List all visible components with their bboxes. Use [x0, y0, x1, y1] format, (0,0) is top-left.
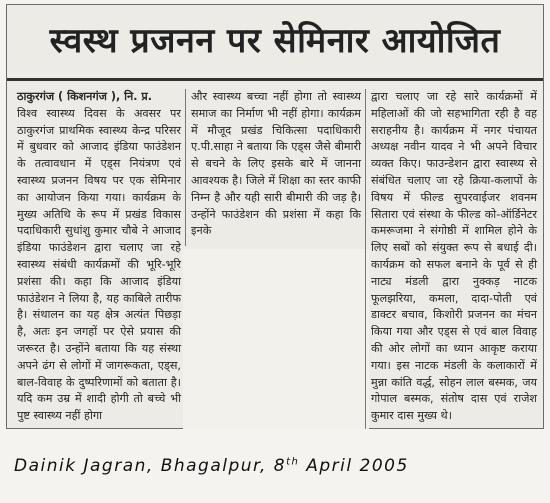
source-annotation [14, 456, 409, 476]
column-2-text: और स्वास्थ्य बच्चा नहीं होगा तो स्वास्थ्य समाज का निर्माण भी नहीं होगा। कार्यक्रम में मौजूद प्रखंड चिकित्सा पदाधिकारी ए.पी.साहा ने बताया कि एड्स जैसे बीमारी से बचने के लिए इसके बारे में जानना आवश्यक है। जिले में शिक्षा का स्तर काफी निम्न है और यही सारी बीमारी की जड़ है। उन्होंने फाउंडेशन की प्रशंसा में कहा कि इनके [191, 90, 361, 238]
article-column-1 [17, 89, 181, 425]
headline: स्वस्थ प्रजनन पर सेमिनार आयोजित [49, 21, 501, 61]
column-1-text: विश्व स्वास्थ्य दिवस के अवसर पर ठाकुरगंज प्राथमिक स्वास्थ्य केन्द्र परिसर में बुधवार को आजाद इंडिया फाउंडेशन के तत्वावधान में एड्स नियंत्रण एवं स्वास्थ्य प्रजनन विषय पर एक सेमिनार का आयोजन किया गया। कार्यक्रम के मुख्य अतिथि के रूप में प्रखंड विकास पदाधिकारी सुधांशु कुमार चौबे ने आजाद इंडिया फाउंडेशन द्वारा चलाए जा रहे स्वास्थ्य संबंधी कार्यक्रमों की भूरि-भूरि प्रशंसा की। कहा कि आजाद इंडिया फाउंडेशन ने लिया है, यह काबिले तारीफ है। संथालन का यह क्षेत्र अत्यंत पिछड़ा है, अतः इन जगहों पर ऐसे प्रयास की जरूरत है। उन्होंने बताया कि यह संस्था अपने ढंग से लोगों में जागरूकता, एड्स, बाल-विवाह के दुष्परिणामों को बताता है। यदि कम उम्र में शादी होगी तो बच्चे भी पुष्ट स्वास्थ्य नहीं होगा [17, 106, 181, 423]
column-divider [185, 89, 186, 246]
article-column-3 [371, 89, 537, 425]
headline-rule [7, 78, 543, 81]
source-ordinal: th [286, 456, 300, 468]
column-divider [365, 89, 366, 429]
dateline: ठाकुरगंज ( किशनगंज ), नि. प्र. [17, 90, 152, 103]
article-column-2 [191, 89, 361, 240]
column-3-text: द्वारा चलाए जा रहे सारे कार्यक्रमों में महिलाओं की जो सहभागिता रही है वह सराहनीय है। कार्यक्रम में नगर पंचायत अध्यक्ष नवीन यादव ने भी अपने विचार व्यक्त किए। फाउन्डेशन द्वारा स्वास्थ्य से संबंधित चलाए जा रहे क्रिया-कलापों के विषय में फील्ड सुपरवाईजर शवनम सितारा एवं संस्था के फील्ड को-ऑर्डिनेटर कमरूजमा ने संगोष्ठी में शामिल होने के लिए सबों को संयुक्त रूप से बधाई दी। कार्यक्रम को सफल बनाने के पूर्व से ही नाट्य मंडली द्वारा नुक्कड़ नाटक फूलझरिया, कमला, दादा-पोती एवं डाक्टर बचाव, किशोरी प्रजनन का मंचन किया गया और एड्स से एवं बाल विवाह की ओर लोगों का ध्यान आकृष्ट कराया गया। इस नाटक मंडली के कलाकारों में मुन्ना कांति वर्द्ध, सोहन लाल बस्मक, जय गोपाल बस्मक, संतोष दास एवं राजेश कुमार दास मुख्य थे। [371, 90, 537, 423]
source-suffix: April 2005 [299, 456, 409, 476]
blank-area [183, 249, 369, 429]
newspaper-clipping [6, 4, 544, 429]
source-prefix: Dainik Jagran, Bhagalpur, 8 [14, 456, 287, 476]
